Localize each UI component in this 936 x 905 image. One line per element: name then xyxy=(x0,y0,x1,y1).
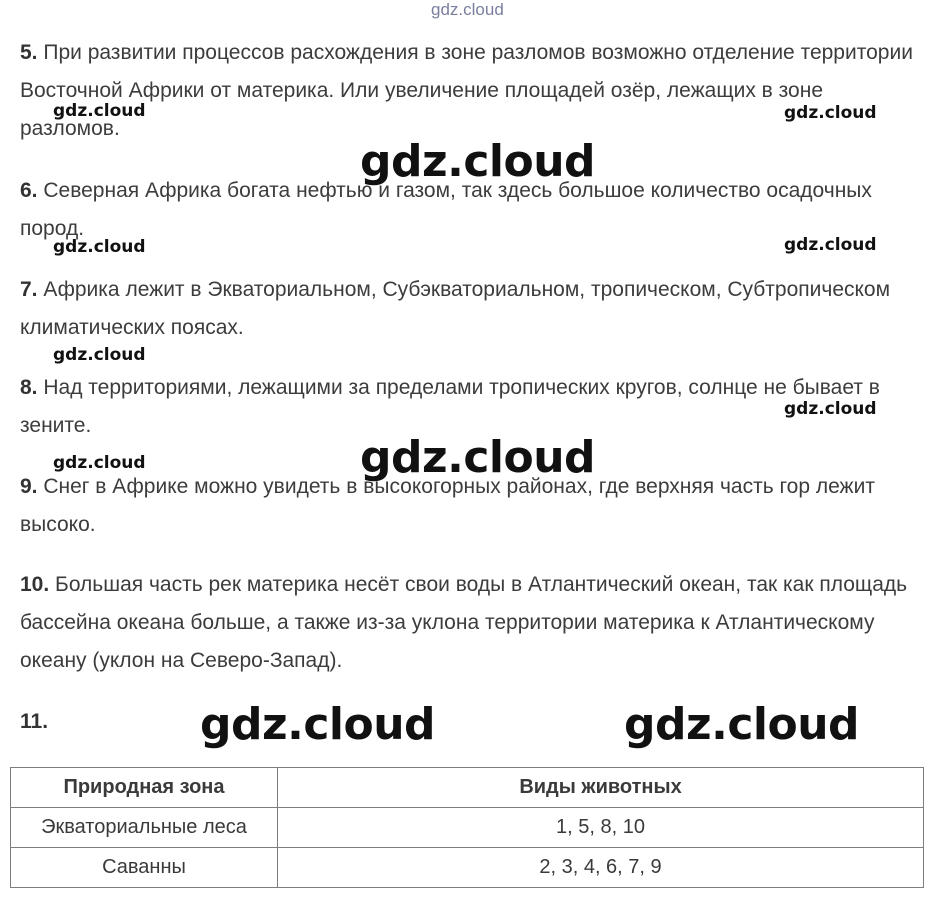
table-cell: Экваториальные леса xyxy=(11,808,278,848)
watermark-top: gdz.cloud xyxy=(431,0,504,19)
answer-number: 7. xyxy=(20,278,38,301)
table-header-cell: Природная зона xyxy=(11,768,278,808)
watermark-small: gdz.cloud xyxy=(784,399,877,419)
answer-text: Большая часть рек материка несёт свои воды в Атлантический океан, так как площадь бассейна океана больше, а также из-за уклона территории материка к Атлантическому океану (уклон на Северо-Запад). xyxy=(20,573,908,672)
answer-text: Над территориями, лежащими за пределами тропических кругов, солнце не бывает в зените. xyxy=(20,376,880,437)
answer-number: 6. xyxy=(20,179,38,202)
table-cell: 1, 5, 8, 10 xyxy=(278,808,924,848)
answer-5 xyxy=(20,34,920,148)
answer-text: Африка лежит в Экваториальном, Субэкваториальном, тропическом, Субтропическом климатических поясах. xyxy=(20,278,891,339)
answer-10 xyxy=(20,566,920,680)
answer-number: 5. xyxy=(20,41,38,64)
answer-text: Северная Африка богата нефтью и газом, так здесь большое количество осадочных пород. xyxy=(20,179,872,240)
watermark-small: gdz.cloud xyxy=(784,103,877,123)
watermark-small: gdz.cloud xyxy=(784,235,877,255)
table-row xyxy=(11,808,924,848)
answer-number: 8. xyxy=(20,376,38,399)
table-cell: 2, 3, 4, 6, 7, 9 xyxy=(278,848,924,888)
watermark-big: gdz.cloud xyxy=(360,432,596,483)
answer-text: При развитии процессов расхождения в зоне разломов возможно отделение территории Восточной Африки от материка. Или увеличение площадей озёр, лежащих в зоне разломов. xyxy=(20,41,913,140)
table-header-row xyxy=(11,768,924,808)
answer-text: Снег в Африке можно увидеть в высокогорных районах, где верхняя часть гор лежит высоко. xyxy=(20,475,875,536)
watermark-small: gdz.cloud xyxy=(53,453,146,473)
watermark-big: gdz.cloud xyxy=(360,136,596,187)
table-row xyxy=(11,848,924,888)
watermark-big: gdz.cloud xyxy=(624,699,860,750)
table-cell: Саванны xyxy=(11,848,278,888)
answer-number: 11. xyxy=(20,710,49,733)
watermark-big: gdz.cloud xyxy=(200,699,436,750)
watermark-small: gdz.cloud xyxy=(53,237,146,257)
answer-7 xyxy=(20,271,920,347)
answer-number: 10. xyxy=(20,573,50,596)
natural-zones-table xyxy=(10,767,924,888)
answer-number: 9. xyxy=(20,475,38,498)
table-header-cell: Виды животных xyxy=(278,768,924,808)
watermark-small: gdz.cloud xyxy=(53,345,146,365)
watermark-small: gdz.cloud xyxy=(53,101,146,121)
